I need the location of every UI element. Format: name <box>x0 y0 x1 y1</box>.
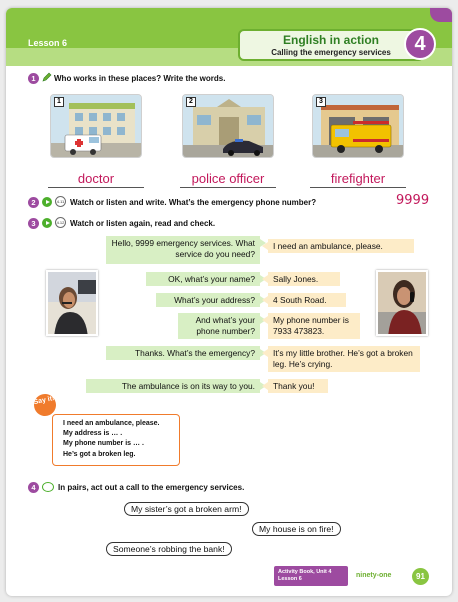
answer-police-officer: police officer <box>191 171 265 186</box>
corner-tab <box>430 8 452 22</box>
audio-track-icon[interactable]: 4.12 <box>55 217 66 228</box>
exercise-3-number: 3 <box>28 218 39 229</box>
operator-line-3: What’s your address? <box>156 293 260 307</box>
answer-doctor: doctor <box>77 171 115 186</box>
say-it-line-4: He’s got a broken leg. <box>63 450 136 458</box>
picture-1-number: 1 <box>54 97 64 107</box>
textbook-page <box>6 8 452 596</box>
activity-book-line-1: Activity Book, Unit 4 <box>278 569 332 575</box>
play-video-icon[interactable] <box>42 218 52 228</box>
operator-line-2: OK, what’s your name? <box>146 272 260 286</box>
title-box <box>238 29 424 61</box>
speech-bubble-icon <box>42 482 54 492</box>
caller-line-3: 4 South Road. <box>268 293 346 307</box>
answer-firefighter: firefighter <box>330 171 386 186</box>
page-subtitle: Calling the emergency services <box>271 48 391 57</box>
speech-bubble-1: My sister’s got a broken arm! <box>124 502 249 516</box>
say-it-box <box>52 414 180 466</box>
say-it-line-2: My address is … . <box>63 430 123 438</box>
exercise-4-number: 4 <box>28 482 39 493</box>
emergency-number-answer: 9999 <box>396 193 430 208</box>
caller-line-2: Sally Jones. <box>268 272 340 286</box>
unit-badge: 4 <box>404 28 436 60</box>
exercise-4-instruction: In pairs, act out a call to the emergency services. <box>58 483 245 492</box>
answer-line-1 <box>48 187 144 188</box>
say-it-line-3: My phone number is … . <box>63 440 144 448</box>
caller-line-1: I need an ambulance, please. <box>268 239 414 253</box>
photo-caller <box>376 270 428 336</box>
page-title: English in action <box>282 33 379 47</box>
exercise-1-number: 1 <box>28 73 39 84</box>
operator-line-6: The ambulance is on its way to you. <box>86 379 260 393</box>
activity-book-tag <box>274 566 348 586</box>
say-it-line-1: I need an ambulance, please. <box>63 420 160 427</box>
pencil-icon <box>42 72 52 82</box>
photo-operator <box>46 270 98 336</box>
answer-line-3 <box>310 187 406 188</box>
activity-book-line-2: Lesson 6 <box>278 576 302 582</box>
exercise-1-instruction: Who works in these places? Write the words. <box>54 74 226 83</box>
play-video-icon[interactable] <box>42 197 52 207</box>
operator-line-5: Thanks. What’s the emergency? <box>106 346 260 360</box>
operator-line-1: Hello, 9999 emergency services. What service do you need? <box>106 236 260 264</box>
picture-3-number: 3 <box>316 97 326 107</box>
caller-line-5: It’s my little brother. He’s got a broken leg. He’s crying. <box>268 346 420 372</box>
caller-line-4: My phone number is 7933 473823. <box>268 313 360 339</box>
speech-bubble-2: My house is on fire! <box>252 522 341 536</box>
page-number-words: ninety-one <box>356 572 392 579</box>
audio-track-icon[interactable]: 4.11 <box>55 196 66 207</box>
operator-line-4: And what’s your phone number? <box>178 313 260 339</box>
page-number: 91 <box>412 568 429 585</box>
caller-line-6: Thank you! <box>268 379 328 393</box>
speech-bubble-3: Someone’s robbing the bank! <box>106 542 232 556</box>
answer-line-2 <box>180 187 276 188</box>
exercise-3-instruction: Watch or listen again, read and check. <box>70 219 216 228</box>
exercise-2-number: 2 <box>28 197 39 208</box>
exercise-2-instruction: Watch or listen and write. What’s the emergency phone number? <box>70 198 317 207</box>
lesson-label: Lesson 6 <box>28 38 68 48</box>
picture-2-number: 2 <box>186 97 196 107</box>
say-it-badge: Say it! <box>32 392 58 418</box>
